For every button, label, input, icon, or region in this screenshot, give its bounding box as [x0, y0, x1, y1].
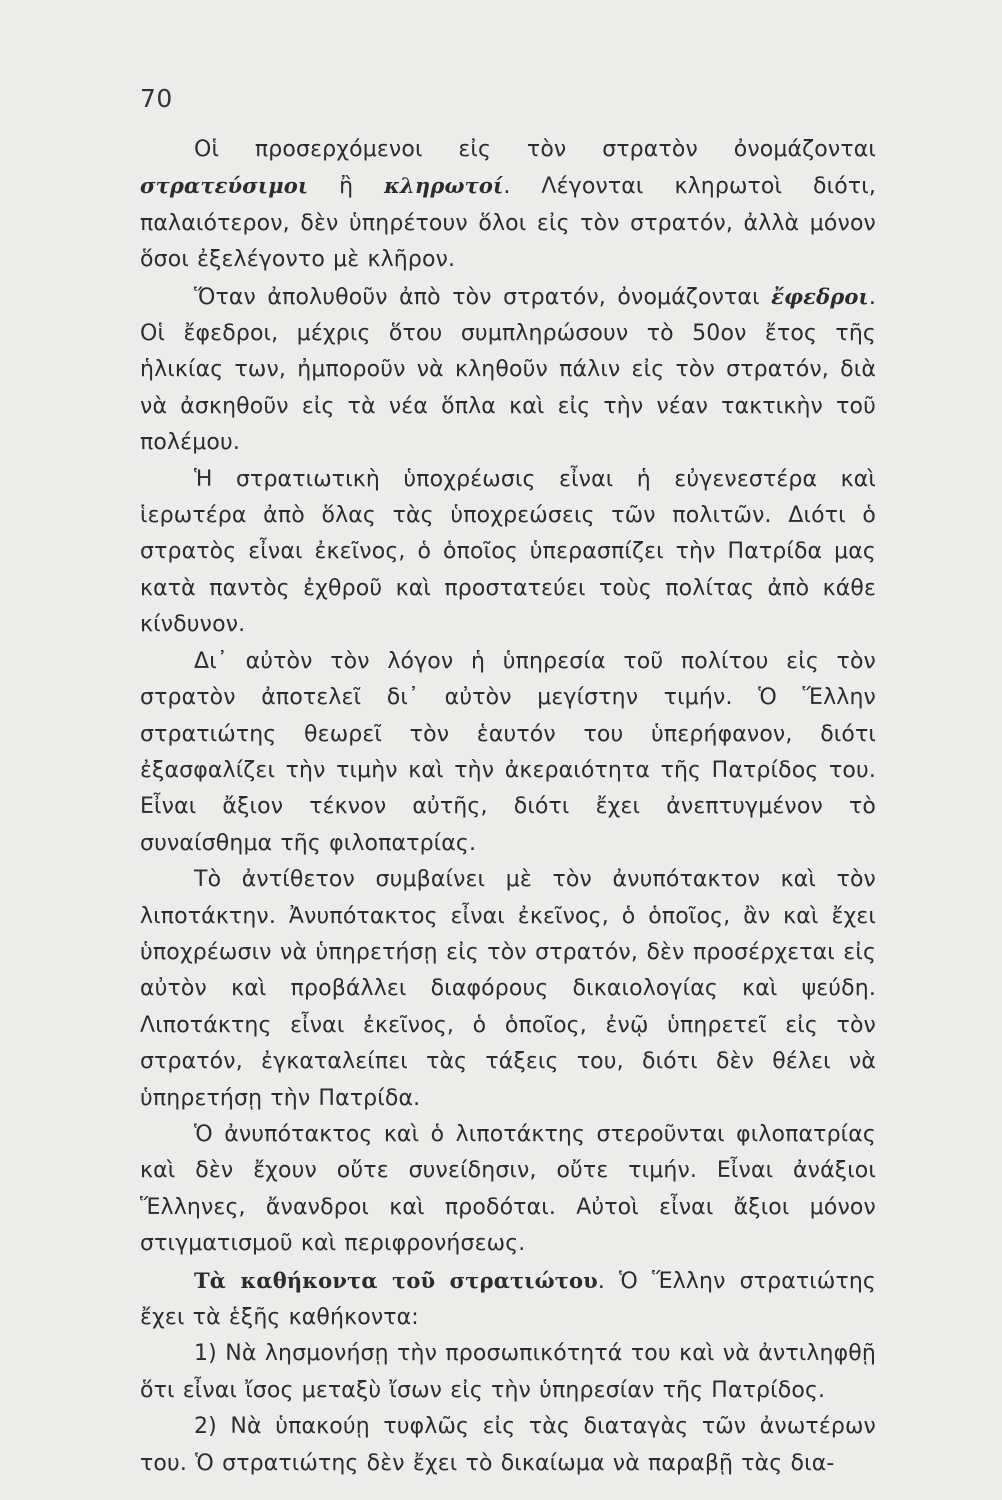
paragraph-7: [140, 1263, 876, 1337]
paragraph-8: 1) Νὰ λησμονήσῃ τὴν προσωπικότητά του καὶ νὰ ἀντιληφθῇ ὅτι εἶναι ἴσος μεταξὺ ἴσων εἰς τὴν ὑπηρεσίαν τῆς Πατρίδος.: [140, 1341, 876, 1403]
section-heading: Τὰ καθήκοντα τοῦ στρατιώτου: [194, 1267, 598, 1293]
p2-text-2: . Οἱ ἔφεδροι, μέχρις ὅτου συμπληρώσουν τὸ 50ον ἔτος τῆς ἡλικίας των, ἠμποροῦν νὰ κληθοῦν πάλιν εἰς τὸν στρατόν, διὰ νὰ ἀσκηθοῦν εἰς τὰ νέα ὅπλα καὶ εἰς τὴν νέαν τακτικὴν τοῦ πολέμου.: [140, 284, 876, 456]
page-number: 70: [140, 84, 173, 113]
p1-text-3: . Λέγονται κληρωτοὶ διότι, παλαιότερον, δὲν ὑπηρέτουν ὅλοι εἰς τὸν στρατόν, ἀλλὰ μόνον ὅσοι ἐξελέγοντο μὲ κλῆρον.: [140, 174, 876, 273]
p1-text-2: ἢ: [308, 174, 385, 200]
paragraph-3: Ἡ στρατιωτικὴ ὑποχρέωσις εἶναι ἡ εὐγενεστέρα καὶ ἱερωτέρα ἀπὸ ὅλας τὰς ὑποχρεώσεις τῶν πολιτῶν. Διότι ὁ στρατὸς εἶναι ἐκεῖνος, ὁ ὁποῖος ὑπερασπίζει τὴν Πατρίδα μας κατὰ παντὸς ἐχθροῦ καὶ προστατεύει τοὺς πολίτας ἀπὸ κάθε κίνδυνον.: [140, 466, 876, 638]
p1-term-strateusimoi: στρατεύσιμοι: [140, 173, 309, 199]
paragraph-4: Δι᾽ αὐτὸν τὸν λόγον ἡ ὑπηρεσία τοῦ πολίτου εἰς τὸν στρατὸν ἀποτελεῖ δι᾽ αὐτὸν μεγίστην τιμήν. Ὁ Ἕλλην στρατιώτης θεωρεῖ τὸν ἑαυτόν του ὑπερήφανον, διότι ἐξασφαλίζει τὴν τιμὴν καὶ τὴν ἀκεραιότητα τῆς Πατρίδος του. Εἶναι ἄξιον τέκνον αὐτῆς, διότι ἔχει ἀνεπτυγμένον τὸ συναίσθημα τῆς φιλοπατρίας.: [140, 648, 876, 856]
p2-text-1: Ὅταν ἀπολυθοῦν ἀπὸ τὸν στρατόν, ὀνομάζονται: [194, 284, 772, 310]
p7-text-1: . Ὁ Ἕλλην στρατιώτης ἔχει τὰ ἑξῆς καθήκοντα:: [140, 1268, 876, 1330]
p1-text-1: Οἱ προσερχόμενοι εἰς τὸν στρατὸν ὀνομάζονται: [194, 137, 876, 162]
paragraph-6: Ὁ ἀνυπότακτος καὶ ὁ λιποτάκτης στεροῦνται φιλοπατρίας καὶ δὲν ἔχουν οὔτε συνείδησιν, οὔτε τιμήν. Εἶναι ἀνάξιοι Ἕλληνες, ἄνανδροι καὶ προδόται. Αὐτοὶ εἶναι ἄξιοι μόνον στιγματισμοῦ καὶ περιφρονήσεως.: [140, 1121, 876, 1257]
p1-term-klirotoi: κληρωτοί: [384, 173, 504, 199]
paragraph-5: Τὸ ἀντίθετον συμβαίνει μὲ τὸν ἀνυπότακτον καὶ τὸν λιποτάκτην. Ἀνυπότακτος εἶναι ἐκεῖνος, ὁ ὁποῖος, ἂν καὶ ἔχει ὑποχρέωσιν νὰ ὑπηρετήσῃ εἰς τὸν στρατόν, δὲν προσέρχεται εἰς αὐτὸν καὶ προβάλλει διαφόρους δικαιολογίας καὶ ψεύδη. Λιποτάκτης εἶναι ἐκεῖνος, ὁ ὁποῖος, ἐνῷ ὑπηρετεῖ εἰς τὸν στρατόν, ἐγκαταλείπει τὰς τάξεις του, διότι δὲν θέλει νὰ ὑπηρετήσῃ τὴν Πατρίδα.: [140, 867, 876, 1111]
paragraph-2: [140, 279, 876, 462]
p2-term-efedroi: ἔφεδροι: [771, 283, 869, 309]
body-text: [140, 132, 876, 1482]
paragraph-1: [140, 132, 876, 279]
paragraph-9: 2) Νὰ ὑπακούῃ τυφλῶς εἰς τὰς διαταγὰς τῶν ἀνωτέρων του. Ὁ στρατιώτης δὲν ἔχει τὸ δικαίωμα νὰ παραβῇ τὰς δια-: [140, 1414, 876, 1476]
